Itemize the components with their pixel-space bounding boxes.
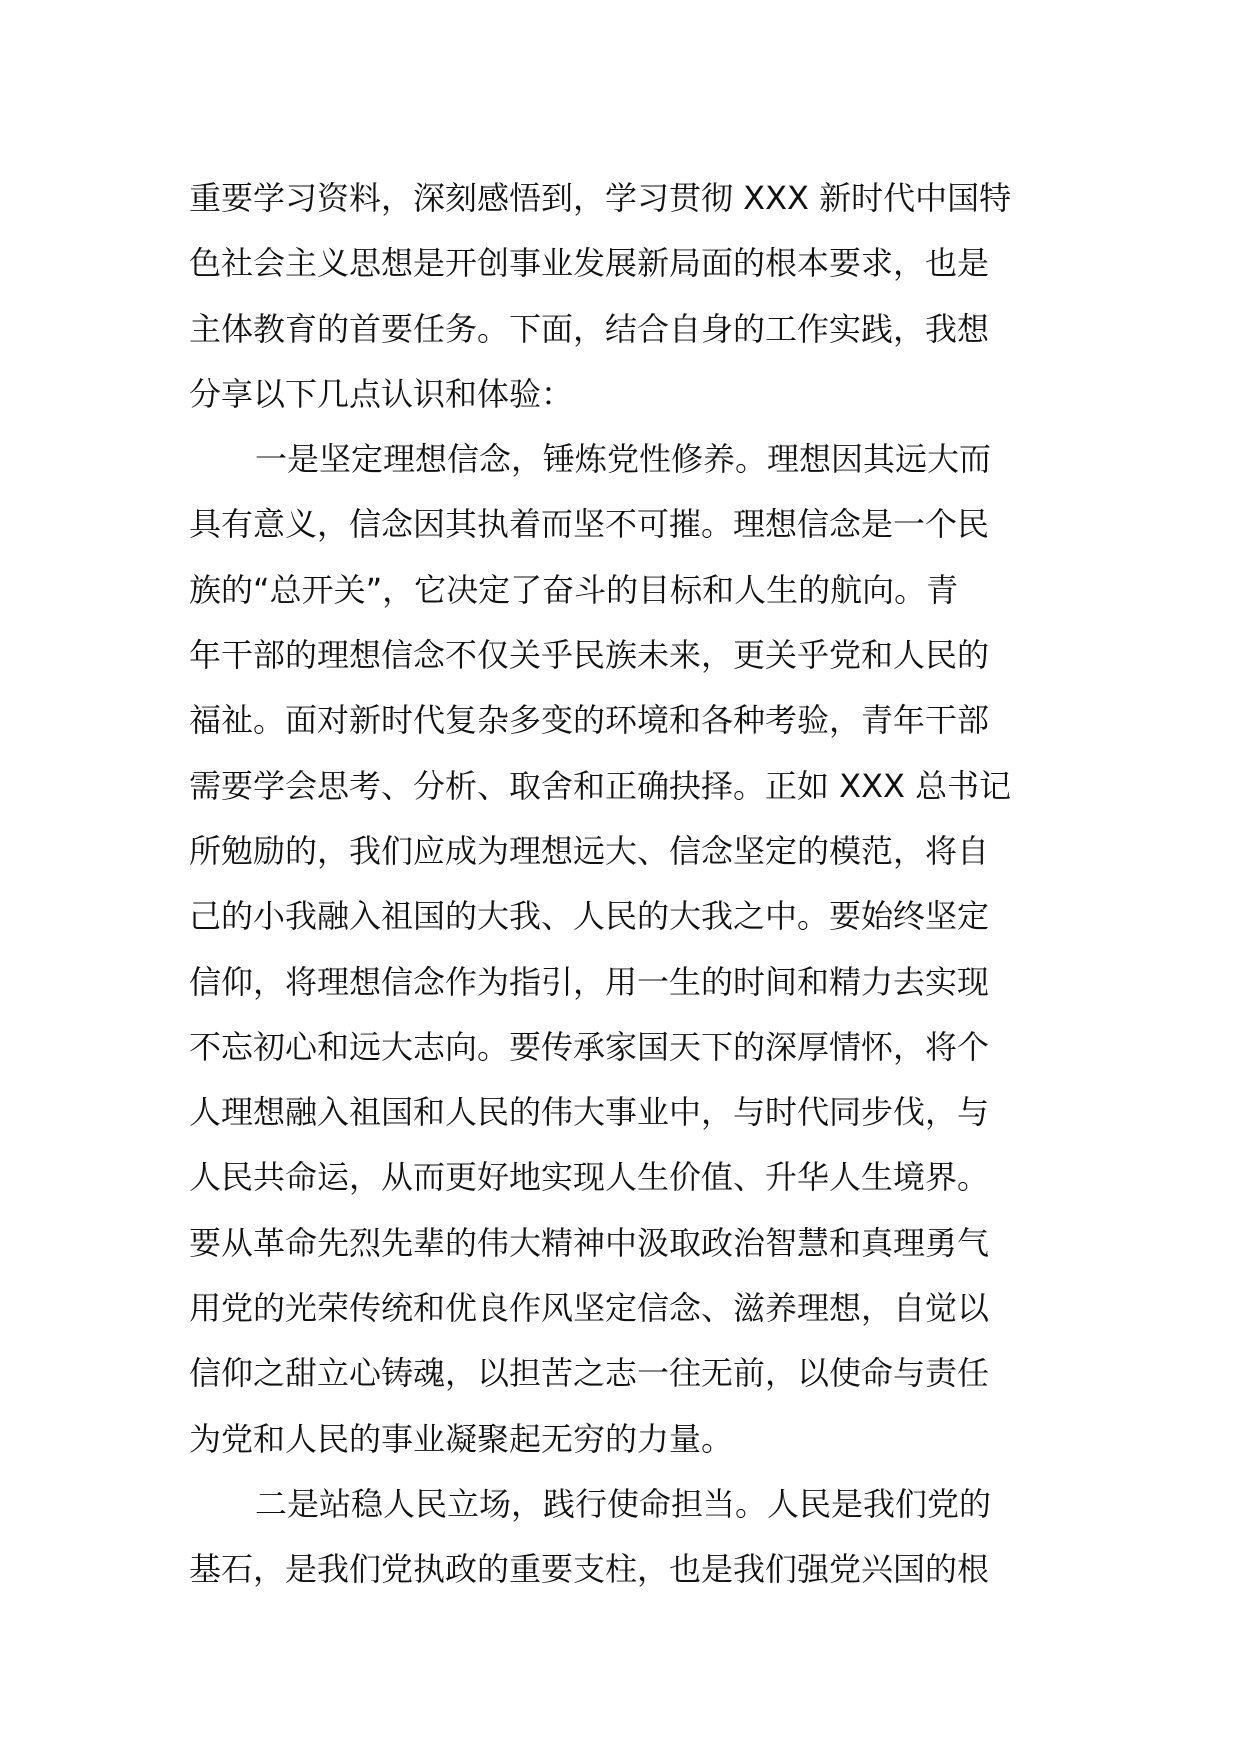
text-line: 所勉励的，我们应成为理想远大、信念坚定的模范，将自 [189,831,990,870]
paragraph-start-line: 一是坚定理想信念，锤炼党性修养。理想因其远大而 [255,440,992,479]
paragraph-start-line: 二是站稳人民立场，践行使命担当。人民是我们党的 [255,1484,992,1523]
document-body [189,166,1059,1603]
text-line: 分享以下几点认识和体验： [189,374,574,413]
text-line: 需要学会思考、分析、取舍和正确抉择。正如 XXX 总书记 [189,766,1012,805]
text-line: 己的小我融入祖国的大我、人民的大我之中。要始终坚定 [189,897,990,936]
text-line: 人理想融入祖国和人民的伟大事业中，与时代同步伐，与 [189,1093,990,1132]
text-line: 要从革命先烈先辈的伟大精神中汲取政治智慧和真理勇气 [189,1223,990,1262]
text-line: 重要学习资料，深刻感悟到，学习贯彻 XXX 新时代中国特 [189,179,1012,217]
text-line: 用党的光荣传统和优良作风坚定信念、滋养理想，自觉以 [189,1289,990,1328]
text-line: 人民共命运，从而更好地实现人生价值、升华人生境界。 [189,1158,990,1197]
text-line: 色社会主义思想是开创事业发展新局面的根本要求，也是 [189,244,990,283]
text-line: 信仰，将理想信念作为指引，用一生的时间和精力去实现 [189,962,990,1001]
text-line: 信仰之甜立心铸魂，以担苦之志一往无前，以使命与责任 [189,1354,990,1393]
text-line: 基石，是我们党执政的重要支柱，也是我们强党兴国的根 [189,1550,990,1589]
text-line: 为党和人民的事业凝聚起无穷的力量。 [189,1419,734,1458]
text-line: 福祉。面对新时代复杂多变的环境和各种考验，青年干部 [189,701,990,740]
text-line: 主体教育的首要任务。下面，结合自身的工作实践，我想 [189,309,990,348]
text-line: 族的“总开关”，它决定了奋斗的目标和人生的航向。青 [189,570,959,609]
text-line: 年干部的理想信念不仅关乎民族未来，更关乎党和人民的 [189,636,990,675]
text-line: 不忘初心和远大志向。要传承家国天下的深厚情怀，将个 [189,1027,990,1066]
text-line: 具有意义，信念因其执着而坚不可摧。理想信念是一个民 [189,505,990,544]
